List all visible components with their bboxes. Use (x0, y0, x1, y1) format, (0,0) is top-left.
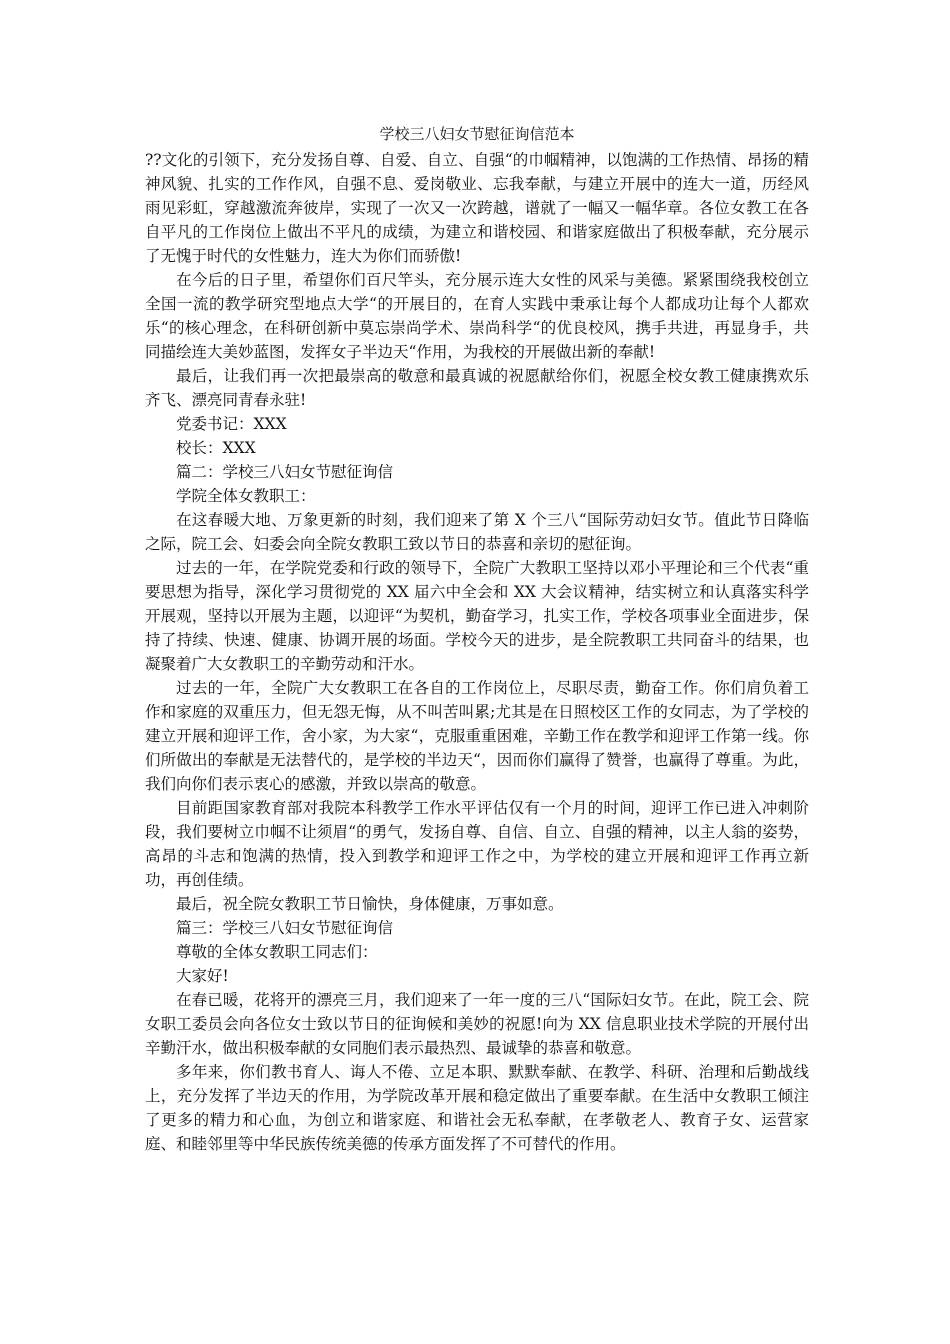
document-body (145, 148, 809, 1156)
paragraph: 最后，让我们再一次把最崇高的敬意和最真诚的祝愿献给你们，祝愿全校女教工健康携欢乐齐飞、漂亮同青春永驻! (145, 367, 809, 409)
paragraph: 在今后的日子里，希望你们百尺竿头，充分展示连大女性的风采与美德。紧紧围绕我校创立全国一流的教学研究型地点大学“的开展目的，在育人实践中秉承让每个人都成功让每个人都欢乐“的核心理念，在科研创新中莫忘崇尚学术、崇尚科学“的优良校风，携手共进，再显身手，共同描绘连大美妙蓝图，发挥女子半边天“作用，为我校的开展做出新的奉献! (145, 271, 809, 361)
paragraph: 最后，祝全院女教职工节日愉快，身体健康，万事如意。 (176, 895, 564, 913)
document-page (145, 122, 809, 1156)
paragraph: 党委书记：XXX (176, 415, 287, 433)
paragraph: 过去的一年，全院广大女教职工在各自的工作岗位上，尽职尽责，勤奋工作。你们肩负着工作和家庭的双重压力，但无怨无悔，从不叫苦叫累;尤其是在日照校区工作的女同志，为了学校的建立开展和迎评工作，舍小家，为大家“，克服重重困难，辛勤工作在教学和迎评工作第一线。你们所做出的奉献是无法替代的，是学校的半边天“，因而你们赢得了赞誉，也赢得了尊重。为此，我们向你们表示衷心的感激，并致以崇高的敬意。 (145, 679, 809, 793)
paragraph: 多年来，你们教书育人、诲人不倦、立足本职、默默奉献、在教学、科研、治理和后勤战线上，充分发挥了半边天的作用，为学院改革开展和稳定做出了重要奉献。在生活中女教职工倾注了更多的精力和心血，为创立和谐家庭、和谐社会无私奉献，在孝敬老人、教育子女、运营家庭、和睦邻里等中华民族传统美德的传承方面发挥了不可替代的作用。 (145, 1063, 809, 1153)
paragraph: 在这春暖大地、万象更新的时刻，我们迎来了第 X 个三八“国际劳动妇女节。值此节日降临之际，院工会、妇委会向全院女教职工致以节日的恭喜和亲切的慰征询。 (145, 511, 809, 553)
paragraph: 大家好! (176, 967, 229, 985)
paragraph: ??文化的引领下，充分发扬自尊、自爱、自立、自强“的巾帼精神，以饱满的工作热情、昂扬的精神风貌、扎实的工作作风，自强不息、爱岗敬业、忘我奉献，与建立开展中的连大一道，历经风雨见彩虹，穿越激流奔彼岸，实现了一次又一次跨越，谱就了一幅又一幅华章。各位女教工在各自平凡的工作岗位上做出不平凡的成绩，为建立和谐校园、和谐家庭做出了积极奉献，充分展示了无愧于时代的女性魅力，连大为你们而骄傲! (145, 151, 809, 265)
paragraph: 尊敬的全体女教职工同志们： (176, 943, 378, 961)
document-title: 学校三八妇女节慰征询信范本 (379, 125, 575, 143)
paragraph: 篇二：学校三八妇女节慰征询信 (176, 463, 394, 481)
paragraph: 学院全体女教职工： (176, 487, 316, 505)
paragraph: 目前距国家教育部对我院本科教学工作水平评估仅有一个月的时间，迎评工作已进入冲刺阶段，我们要树立巾帼不让须眉“的勇气，发扬自尊、自信、自立、自强的精神，以主人翁的姿势，高昂的斗志和饱满的热情，投入到教学和迎评工作之中，为学校的建立开展和迎评工作再立新功，再创佳绩。 (145, 799, 809, 889)
paragraph: 篇三：学校三八妇女节慰征询信 (176, 919, 394, 937)
paragraph: 校长：XXX (176, 439, 256, 457)
paragraph: 在春已暖，花将开的漂亮三月，我们迎来了一年一度的三八“国际妇女节。在此，院工会、院女职工委员会向各位女士致以节日的征询候和美妙的祝愿!向为 XX 信息职业技术学院的开展付出辛勤汗水，做出积极奉献的女同胞们表示最热烈、最诚挚的恭喜和敬意。 (145, 991, 809, 1057)
paragraph: 过去的一年，在学院党委和行政的领导下，全院广大教职工坚持以邓小平理论和三个代表“重要思想为指导，深化学习贯彻党的 XX 届六中全会和 XX 大会议精神，结实树立和认真落实科学开展观，坚持以开展为主题，以迎评“为契机，勤奋学习，扎实工作，学校各项事业全面进步，保持了持续、快速、健康、协调开展的场面。学校今天的进步，是全院教职工共同奋斗的结果，也凝聚着广大女教职工的辛勤劳动和汗水。 (145, 559, 809, 673)
